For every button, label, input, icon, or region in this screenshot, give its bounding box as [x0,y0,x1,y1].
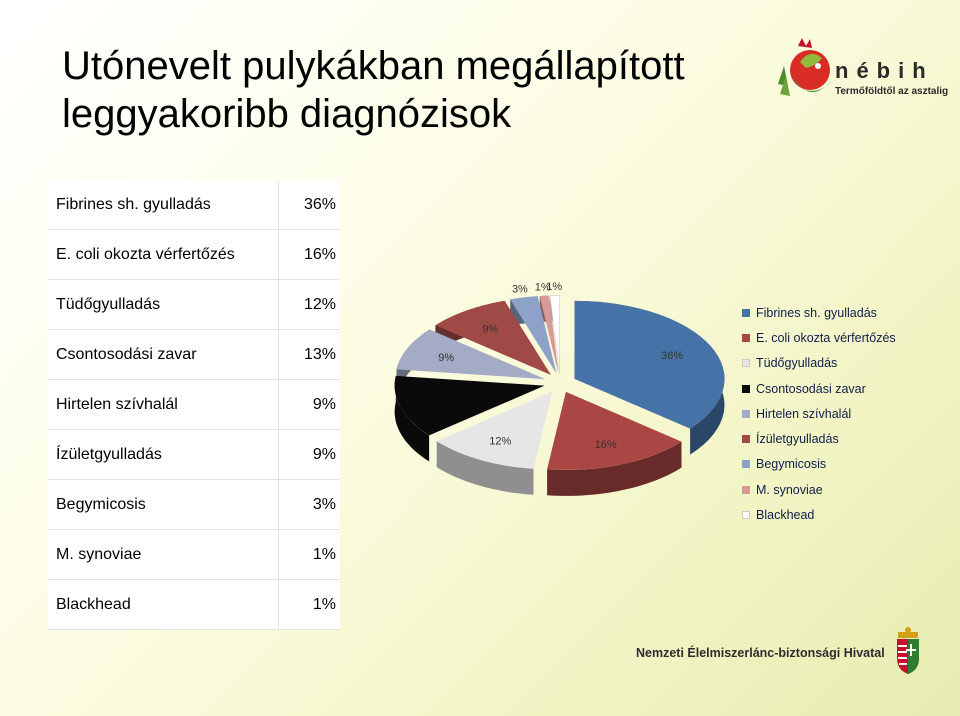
table-row [48,430,340,480]
legend-label: Begymicosis [756,457,827,472]
slide-title-line-1: Utónevelt pulykákban megállapított [62,44,685,88]
pie-data-label: 9% [438,351,455,364]
table-row [48,580,340,630]
legend-item [742,376,952,401]
diagnosis-label: M. synoviae [48,530,279,580]
footer-organization: Nemzeti Élelmiszerlánc-biztonsági Hivatal [636,646,885,660]
pie-data-label: 36% [661,350,684,362]
chart-legend [742,300,952,528]
table-row [48,380,340,430]
diagnosis-label: Csontosodási zavar [48,330,279,380]
pie-data-label: 12% [489,435,512,448]
legend-item [742,300,952,325]
diagnosis-label: Begymicosis [48,480,279,530]
legend-swatch [742,334,750,342]
hungarian-coat-of-arms-icon [893,624,923,676]
diagnosis-value: 36% [279,180,341,230]
diagnosis-label: Hirtelen szívhalál [48,380,279,430]
legend-item [742,452,952,477]
legend-item [742,426,952,451]
legend-label: E. coli okozta vérfertőzés [756,330,896,345]
slide-title [62,42,742,138]
table-row [48,180,340,230]
pie-data-label: 1% [534,281,551,294]
diagnosis-value: 1% [279,580,341,630]
diagnosis-table [48,180,340,630]
diagnosis-label: Ízületgyulladás [48,430,279,480]
diagnosis-label: E. coli okozta vérfertőzés [48,230,279,280]
legend-item [742,477,952,502]
legend-label: Csontosodási zavar [756,381,866,396]
slide-title-line-2: leggyakoribb diagnózisok [62,92,512,136]
table-row [48,480,340,530]
legend-item [742,351,952,376]
legend-swatch [742,511,750,519]
legend-item [742,401,952,426]
legend-item [742,502,952,527]
pie-data-label: 1% [546,281,563,294]
table-row [48,280,340,330]
legend-item [742,325,952,350]
diagnosis-value: 9% [279,380,341,430]
pie-data-label: 16% [594,439,617,452]
legend-label: Ízületgyulladás [756,432,839,447]
legend-label: M. synoviae [756,482,823,497]
diagnosis-value: 12% [279,280,341,330]
diagnosis-label: Blackhead [48,580,279,630]
table-row [48,230,340,280]
diagnosis-label: Tüdőgyulladás [48,280,279,330]
legend-swatch [742,435,750,443]
diagnosis-value: 1% [279,530,341,580]
brand-name: nébih [835,58,934,83]
legend-swatch [742,385,750,393]
diagnosis-label: Fibrines sh. gyulladás [48,180,279,230]
legend-swatch [742,309,750,317]
legend-swatch [742,410,750,418]
table-row [48,530,340,580]
diagnosis-value: 16% [279,230,341,280]
brand-tagline: Termőföldtől az asztalig [835,86,949,97]
diagnosis-value: 9% [279,430,341,480]
legend-label: Blackhead [756,508,815,523]
legend-swatch [742,460,750,468]
legend-label: Tüdőgyulladás [756,356,838,371]
diagnosis-pie-chart [395,281,735,508]
legend-swatch [742,486,750,494]
legend-swatch [742,359,750,367]
pie-data-label: 9% [482,323,499,336]
table-row [48,330,340,380]
pie-data-label: 3% [511,283,528,296]
diagnosis-value: 3% [279,480,341,530]
legend-label: Fibrines sh. gyulladás [756,305,877,320]
diagnosis-value: 13% [279,330,341,380]
legend-label: Hirtelen szívhalál [756,406,852,421]
